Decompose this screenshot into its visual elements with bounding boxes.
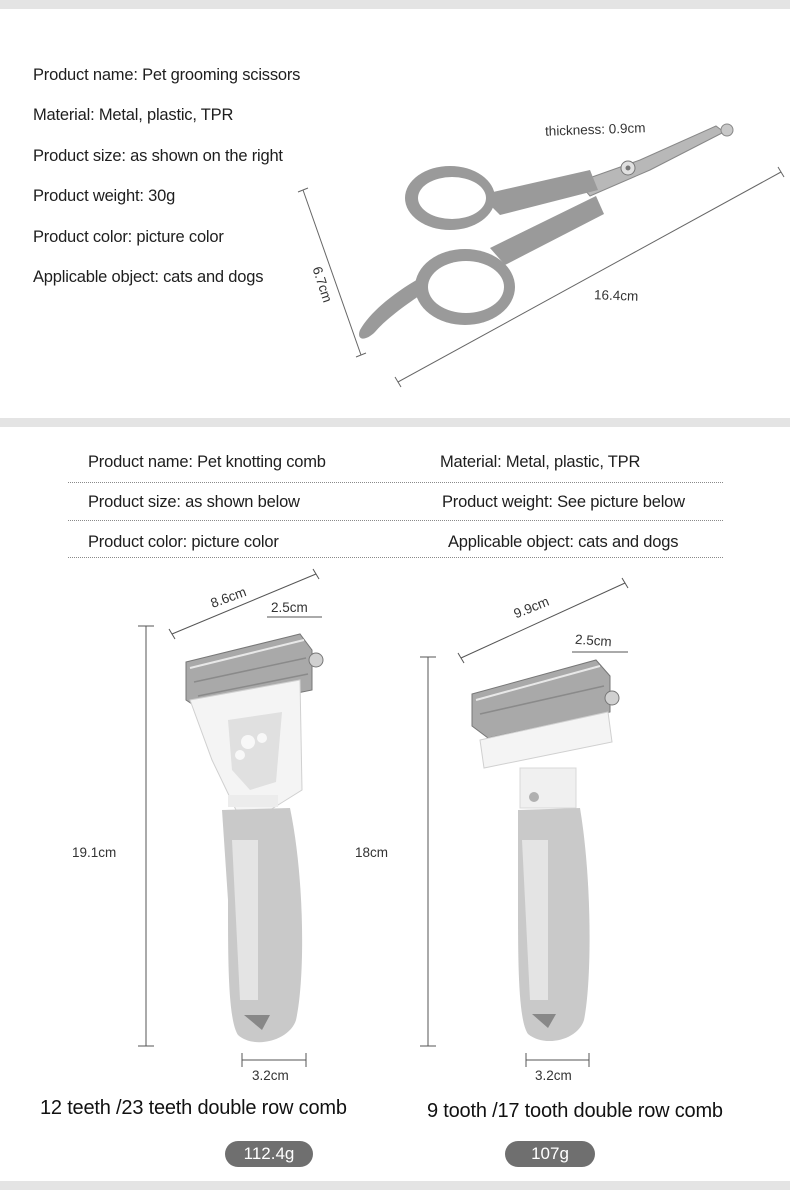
- comb-spec-weight: Product weight: See picture below: [442, 493, 685, 511]
- comb-left-caption: 12 teeth /23 teeth double row comb: [40, 1097, 347, 1119]
- scissors-spec-object: Applicable object: cats and dogs: [33, 268, 264, 286]
- comb-spec-object: Applicable object: cats and dogs: [448, 533, 679, 551]
- comb-left-handle-label: 3.2cm: [252, 1068, 289, 1083]
- comb-spec-size: Product size: as shown below: [88, 493, 300, 511]
- scissors-spec-material: Material: Metal, plastic, TPR: [33, 106, 234, 124]
- spec-row-divider: [68, 482, 723, 483]
- comb-right-head-label: 2.5cm: [574, 631, 613, 650]
- comb-left-weight-badge: 112.4g: [225, 1141, 313, 1167]
- comb-right-weight-badge: 107g: [505, 1141, 595, 1167]
- comb-left-image: [138, 569, 323, 1067]
- scissors-height-label: 6.7cm: [309, 264, 336, 305]
- scissors-spec-name: Product name: Pet grooming scissors: [33, 66, 301, 84]
- scissors-image: [298, 124, 784, 387]
- scissors-spec-color: Product color: picture color: [33, 228, 224, 246]
- spec-row-divider: [68, 520, 723, 521]
- scissors-length-label: 16.4cm: [593, 287, 639, 304]
- comb-right-height-label: 18cm: [355, 845, 389, 860]
- comb-right-caption: 9 tooth /17 tooth double row comb: [427, 1100, 723, 1122]
- scissors-spec-weight: Product weight: 30g: [33, 187, 176, 205]
- comb-left-head-label: 2.5cm: [271, 600, 308, 615]
- comb-spec-name: Product name: Pet knotting comb: [88, 453, 326, 471]
- comb-right-width-label: 9.9cm: [511, 593, 552, 622]
- comb-left-height-label: 19.1cm: [72, 845, 117, 860]
- scissors-thickness-label: thickness: 0.9cm: [544, 120, 646, 139]
- comb-left-width-label: 8.6cm: [208, 584, 249, 611]
- scissors-spec-size: Product size: as shown on the right: [33, 147, 283, 165]
- spec-row-divider: [68, 557, 723, 558]
- comb-spec-material: Material: Metal, plastic, TPR: [440, 453, 641, 471]
- comb-right-image: [420, 578, 628, 1067]
- comb-right-handle-label: 3.2cm: [535, 1068, 572, 1083]
- comb-spec-color: Product color: picture color: [88, 533, 279, 551]
